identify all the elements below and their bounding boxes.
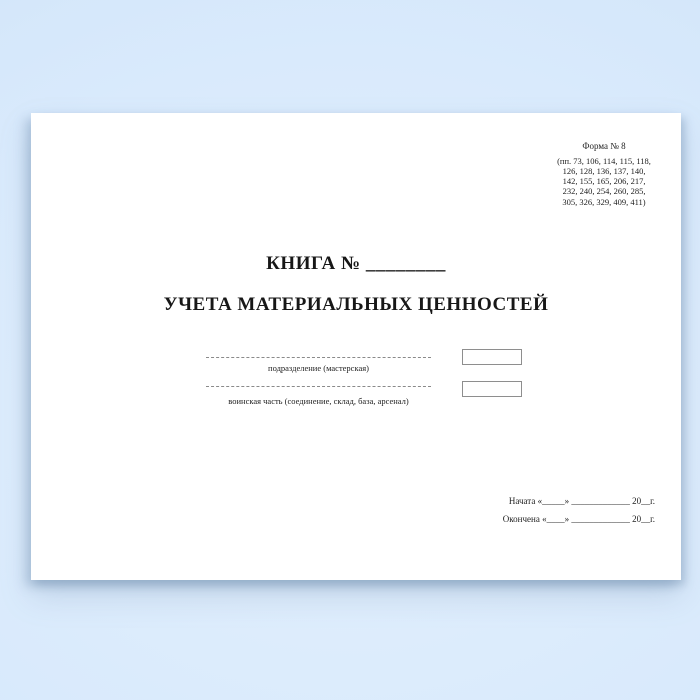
form-items-line: (пп. 73, 106, 114, 115, 118, [557, 155, 651, 166]
unit-fill-line [206, 357, 431, 358]
book-cover-page [31, 113, 681, 580]
stamp-box-top [462, 349, 522, 365]
form-number: Форма № 8 [582, 141, 626, 151]
form-items-line: 126, 128, 136, 137, 140, [562, 165, 646, 176]
form-items-line: 305, 326, 329, 409, 411) [562, 196, 646, 207]
book-title-subject: УЧЕТА МАТЕРИАЛЬНЫХ ЦЕННОСТЕЙ [163, 294, 549, 315]
stamp-box-bottom [462, 381, 522, 397]
form-items-line: 142, 155, 165, 206, 217, [562, 176, 646, 187]
form-regulation-items [551, 156, 657, 207]
form-items-line: 232, 240, 254, 260, 285, [562, 186, 646, 197]
military-unit-fill-line [206, 386, 431, 387]
form-number-note [551, 141, 657, 207]
date-finished-line: Окончена «____» _____________ 20__г. [502, 514, 655, 524]
unit-field-label: подразделение (мастерская) [268, 363, 369, 373]
date-started-line: Начата «_____» _____________ 20__г. [508, 496, 655, 506]
book-title-number: КНИГА № ________ [266, 253, 446, 274]
military-unit-field-label: воинская часть (соединение, склад, база, арсенал) [228, 396, 409, 406]
